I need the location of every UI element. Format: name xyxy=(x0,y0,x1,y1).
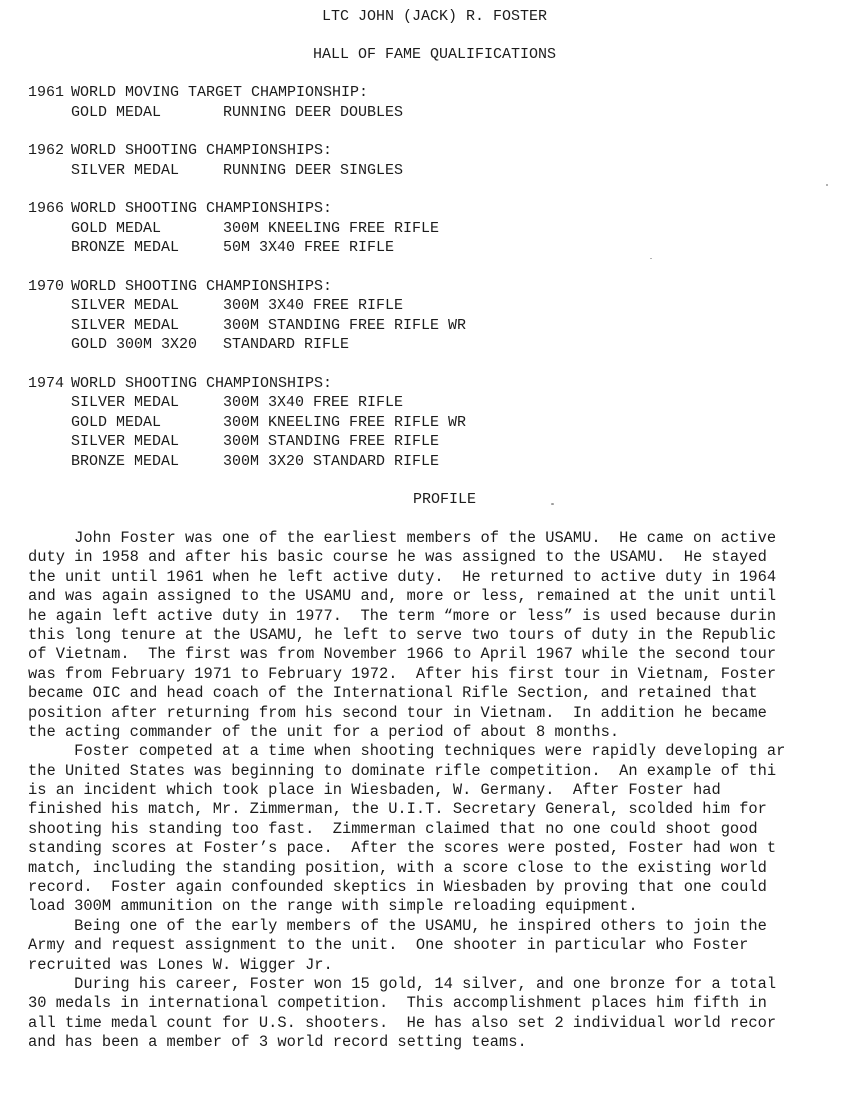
scan-speck xyxy=(650,258,652,259)
medal-event: 300M KNEELING FREE RIFLE xyxy=(223,219,440,237)
profile-line: the unit until 1961 when he left active duty. He returned to active duty in 1964 xyxy=(28,567,777,586)
medal-event: 300M STANDING FREE RIFLE WR xyxy=(223,316,467,334)
medal-row xyxy=(28,414,588,434)
medal-type: GOLD MEDAL xyxy=(71,219,162,237)
qualification-year: 1974 xyxy=(28,374,65,392)
medal-type: GOLD MEDAL xyxy=(71,103,162,121)
medal-type: GOLD MEDAL xyxy=(71,413,162,431)
qualification-header xyxy=(28,375,588,395)
qualification-entry xyxy=(28,375,588,473)
medal-type: SILVER MEDAL xyxy=(71,433,180,450)
profile-line: the United States was beginning to dominate rifle competition. An example of thi xyxy=(28,761,777,780)
medal-event: 300M 3X40 FREE RIFLE xyxy=(223,297,404,314)
medal-event: 300M STANDING FREE RIFLE xyxy=(223,433,440,450)
medal-row xyxy=(28,297,588,317)
medal-row xyxy=(28,336,588,356)
profile-line: recruited was Lones W. Wigger Jr. xyxy=(28,955,333,974)
medal-row xyxy=(28,220,588,240)
medal-row xyxy=(28,453,588,473)
medal-event: RUNNING DEER DOUBLES xyxy=(223,103,404,121)
competition-name: WORLD SHOOTING CHAMPIONSHIPS: xyxy=(71,374,333,392)
profile-line: finished his match, Mr. Zimmerman, the U.I.T. Secretary General, scolded him for xyxy=(28,800,767,819)
competition-name: WORLD MOVING TARGET CHAMPIONSHIP: xyxy=(71,84,369,101)
competition-name: WORLD SHOOTING CHAMPIONSHIPS: xyxy=(71,200,333,217)
profile-heading: PROFILE xyxy=(413,491,477,508)
document-title: LTC JOHN (JACK) R. FOSTER xyxy=(322,8,548,25)
qualification-header xyxy=(28,142,588,162)
profile-line: Being one of the early members of the USAMU, he inspired others to join the xyxy=(28,916,767,935)
qualification-year: 1966 xyxy=(28,200,65,217)
profile-line: all time medal count for U.S. shooters. He has also set 2 individual world recor xyxy=(28,1013,777,1032)
competition-name: WORLD SHOOTING CHAMPIONSHIPS: xyxy=(71,277,333,295)
medal-type: GOLD 300M 3X20 xyxy=(71,336,198,353)
profile-body xyxy=(28,529,840,1059)
profile-line: position after returning from his second tour in Vietnam. In addition he became xyxy=(28,703,767,722)
medal-event: STANDARD RIFLE xyxy=(223,336,350,353)
profile-line: is an incident which took place in Wiesbaden, W. Germany. After Foster had xyxy=(28,781,721,800)
medal-event: 50M 3X40 FREE RIFLE xyxy=(223,239,395,256)
medal-event: 300M 3X40 FREE RIFLE xyxy=(223,394,404,411)
profile-line: he again left active duty in 1977. The term “more or less” is used because durin xyxy=(28,606,777,625)
medal-row xyxy=(28,104,588,124)
profile-line: and has been a member of 3 world record setting teams. xyxy=(28,1033,527,1052)
profile-line: load 300M ammunition on the range with simple reloading equipment. xyxy=(28,897,638,916)
profile-line: John Foster was one of the earliest members of the USAMU. He came on active xyxy=(28,529,777,547)
medal-row xyxy=(28,394,588,414)
medal-row xyxy=(28,317,588,337)
medal-type: SILVER MEDAL xyxy=(71,297,180,314)
profile-line: was from February 1971 to February 1972. After his first tour in Vietnam, Foster xyxy=(28,664,777,683)
medal-event: 300M KNEELING FREE RIFLE WR xyxy=(223,413,467,431)
qualification-entry xyxy=(28,142,588,181)
scan-speck xyxy=(826,184,828,186)
medal-row xyxy=(28,239,588,259)
profile-line: this long tenure at the USAMU, he left to serve two tours of duty in the Republic xyxy=(28,625,777,644)
qualification-header xyxy=(28,84,588,104)
qualification-entry xyxy=(28,200,588,259)
profile-line: During his career, Foster won 15 gold, 14 silver, and one bronze for a total xyxy=(28,974,777,993)
profile-line: Foster competed at a time when shooting techniques were rapidly developing ar xyxy=(28,742,786,761)
profile-line: shooting his standing too fast. Zimmerman claimed that no one could shoot good xyxy=(28,819,758,838)
document-subtitle: HALL OF FAME QUALIFICATIONS xyxy=(313,46,557,63)
competition-name: WORLD SHOOTING CHAMPIONSHIPS: xyxy=(71,142,333,159)
profile-line: record. Foster again confounded skeptics in Wiesbaden by proving that one could xyxy=(28,878,767,897)
medal-event: RUNNING DEER SINGLES xyxy=(223,161,404,179)
qualification-entry xyxy=(28,84,588,123)
medal-row xyxy=(28,162,588,182)
medal-type: SILVER MEDAL xyxy=(71,316,180,334)
profile-line: became OIC and head coach of the International Rifle Section, and retained that xyxy=(28,684,758,703)
profile-line: and was again assigned to the USAMU and, more or less, remained at the unit until xyxy=(28,587,777,606)
qualification-year: 1970 xyxy=(28,277,65,295)
qualification-header xyxy=(28,278,588,298)
medal-event: 300M 3X20 STANDARD RIFLE xyxy=(223,452,440,470)
profile-line: duty in 1958 and after his basic course he was assigned to the USAMU. He stayed xyxy=(28,548,767,567)
medal-type: BRONZE MEDAL xyxy=(71,239,180,256)
qualification-header xyxy=(28,200,588,220)
profile-line: the acting commander of the unit for a period of about 8 months. xyxy=(28,722,620,741)
profile-line: 30 medals in international competition. This accomplishment places him fifth in xyxy=(28,994,767,1013)
medal-row xyxy=(28,433,588,453)
medal-type: SILVER MEDAL xyxy=(71,161,180,179)
qualification-year: 1961 xyxy=(28,84,65,101)
profile-line: of Vietnam. The first was from November 1966 to April 1967 while the second tour xyxy=(28,645,777,664)
qualifications-list xyxy=(28,84,588,491)
qualification-year: 1962 xyxy=(28,142,65,159)
profile-line: standing scores at Foster’s pace. After the scores were posted, Foster had won t xyxy=(28,839,777,858)
qualification-entry xyxy=(28,278,588,356)
profile-line: match, including the standing position, with a score close to the existing world xyxy=(28,858,767,877)
scan-speck xyxy=(551,503,554,505)
medal-type: BRONZE MEDAL xyxy=(71,452,180,470)
medal-type: SILVER MEDAL xyxy=(71,394,180,411)
profile-line: Army and request assignment to the unit. One shooter in particular who Foster xyxy=(28,936,749,955)
